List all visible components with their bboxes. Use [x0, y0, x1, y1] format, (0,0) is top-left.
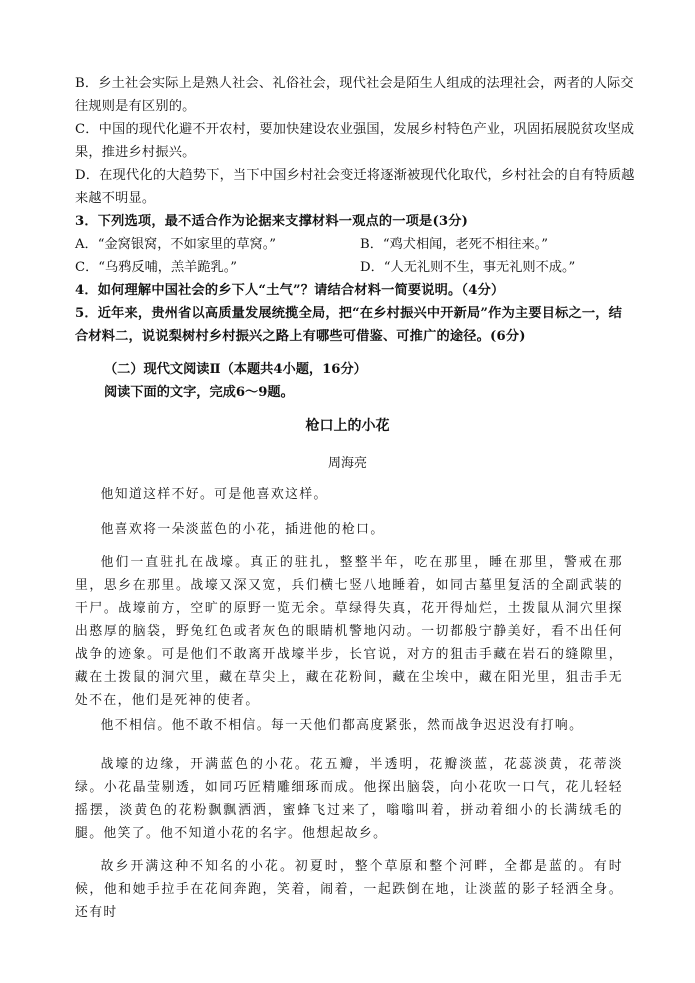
- story-paragraph-text: 故乡开满这种不知名的小花。初夏时，整个草原和整个河畔，全都是蓝的。有时候，他和她手拉手在花间奔跑，笑着，闹着，一起跌倒在地，让淡蓝的影子轻洒全身。还有时: [75, 859, 623, 920]
- question-5: 5．近年来，贵州省以高质量发展统揽全局，把“在乡村振兴中开新局”作为主要目标之一，结合材料二，说说梨树村乡村振兴之路上有哪些可借鉴、可推广的途径。(6分): [75, 306, 623, 344]
- story-paragraph-text: 他喜欢将一朵淡蓝色的小花，插进他的枪口。: [100, 522, 385, 537]
- q3-option-c: C．“乌鸦反哺，羔羊跪乳。”: [75, 260, 238, 275]
- q3-options-row-1: [75, 233, 635, 256]
- story-paragraph: [75, 551, 623, 712]
- section-heading: （二）现代文阅读Ⅱ（本题共4小题，16分）: [104, 362, 367, 377]
- question-3: 3．下列选项，最不适合作为论据来支撑材料一观点的一项是(3分): [75, 214, 469, 229]
- story-paragraph: [75, 753, 623, 845]
- option-b-text: B．乡土社会实际上是熟人社会、礼俗社会，现代社会是陌生人组成的法理社会，两者的人际交往规则是有区别的。: [75, 76, 634, 114]
- option-c-text: C．中国的现代化避不开农村，要加快建设农业强国，发展乡村特色产业，巩固拓展脱贫攻坚成果，推进乡村振兴。: [75, 122, 635, 160]
- story-paragraph-text: 他不相信。他不敢不相信。每一天他们都高度紧张，然而战争迟迟没有打响。: [100, 718, 584, 733]
- story-paragraph: [75, 483, 623, 506]
- story-paragraph-text: 战壕的边缘，开满蓝色的小花。花五瓣，半透明，花瓣淡蓝，花蕊淡黄，花蒂淡绿。小花晶莹剔透，如同巧匠精雕细琢而成。他探出脑袋，向小花吹一口气，花儿轻轻摇摆，淡黄色的花粉飘飘洒洒，蜜蜂飞过来了，嗡嗡叫着，拼动着细小的长满绒毛的腿。他笑了。他不知道小花的名字。他想起故乡。: [75, 757, 623, 841]
- question-block: [75, 72, 635, 348]
- q3-option-b: B．“鸡犬相闻，老死不相往来。”: [360, 237, 549, 252]
- story-paragraph-text: 他们一直驻扎在战壕。真正的驻扎，整整半年，吃在那里，睡在那里，警戒在那里，思乡在那里。战壕又深又宽，兵们横七竖八地睡着，如同古墓里复活的全副武装的干尸。战壕前方，空旷的原野一览无余。草绿得失真，花开得灿烂，土拨鼠从洞穴里探出憨厚的脑袋，野兔红色或者灰色的眼睛机警地闪动。一切都般宁静美好，看不出任何战争的迹象。可是他们不敢离开战壕半步，长官说，对方的狙击手藏在岩石的缝隙里，藏在土拨鼠的洞穴里，藏在草尖上，藏在花粉间，藏在尘埃中，藏在阳光里，狙击手无处不在，他们是死神的使者。: [75, 555, 623, 708]
- story-paragraph: [75, 518, 623, 541]
- q3-option-a: A．“金窝银窝，不如家里的草窝。”: [75, 237, 277, 252]
- option-d-text: D．在现代化的大趋势下，当下中国乡村社会变迁将逐渐被现代化取代，乡村社会的自有特质越来越不明显。: [75, 168, 635, 206]
- story-title: 枪口上的小花: [305, 418, 390, 434]
- story-paragraph-text: 他知道这样不好。可是他喜欢这样。: [100, 487, 328, 502]
- section-instruction: 阅读下面的文字，完成6～9题。: [104, 385, 294, 400]
- story-author: 周海亮: [327, 456, 367, 471]
- q3-option-d: D．“人无礼则不生，事无礼则不成。”: [360, 260, 576, 275]
- question-4: 4．如何理解中国社会的乡下人“土气”？请结合材料一简要说明。（4分）: [75, 283, 505, 298]
- q3-options-row-2: [75, 256, 635, 279]
- story-paragraph: [75, 855, 623, 924]
- story-paragraph: [75, 714, 623, 737]
